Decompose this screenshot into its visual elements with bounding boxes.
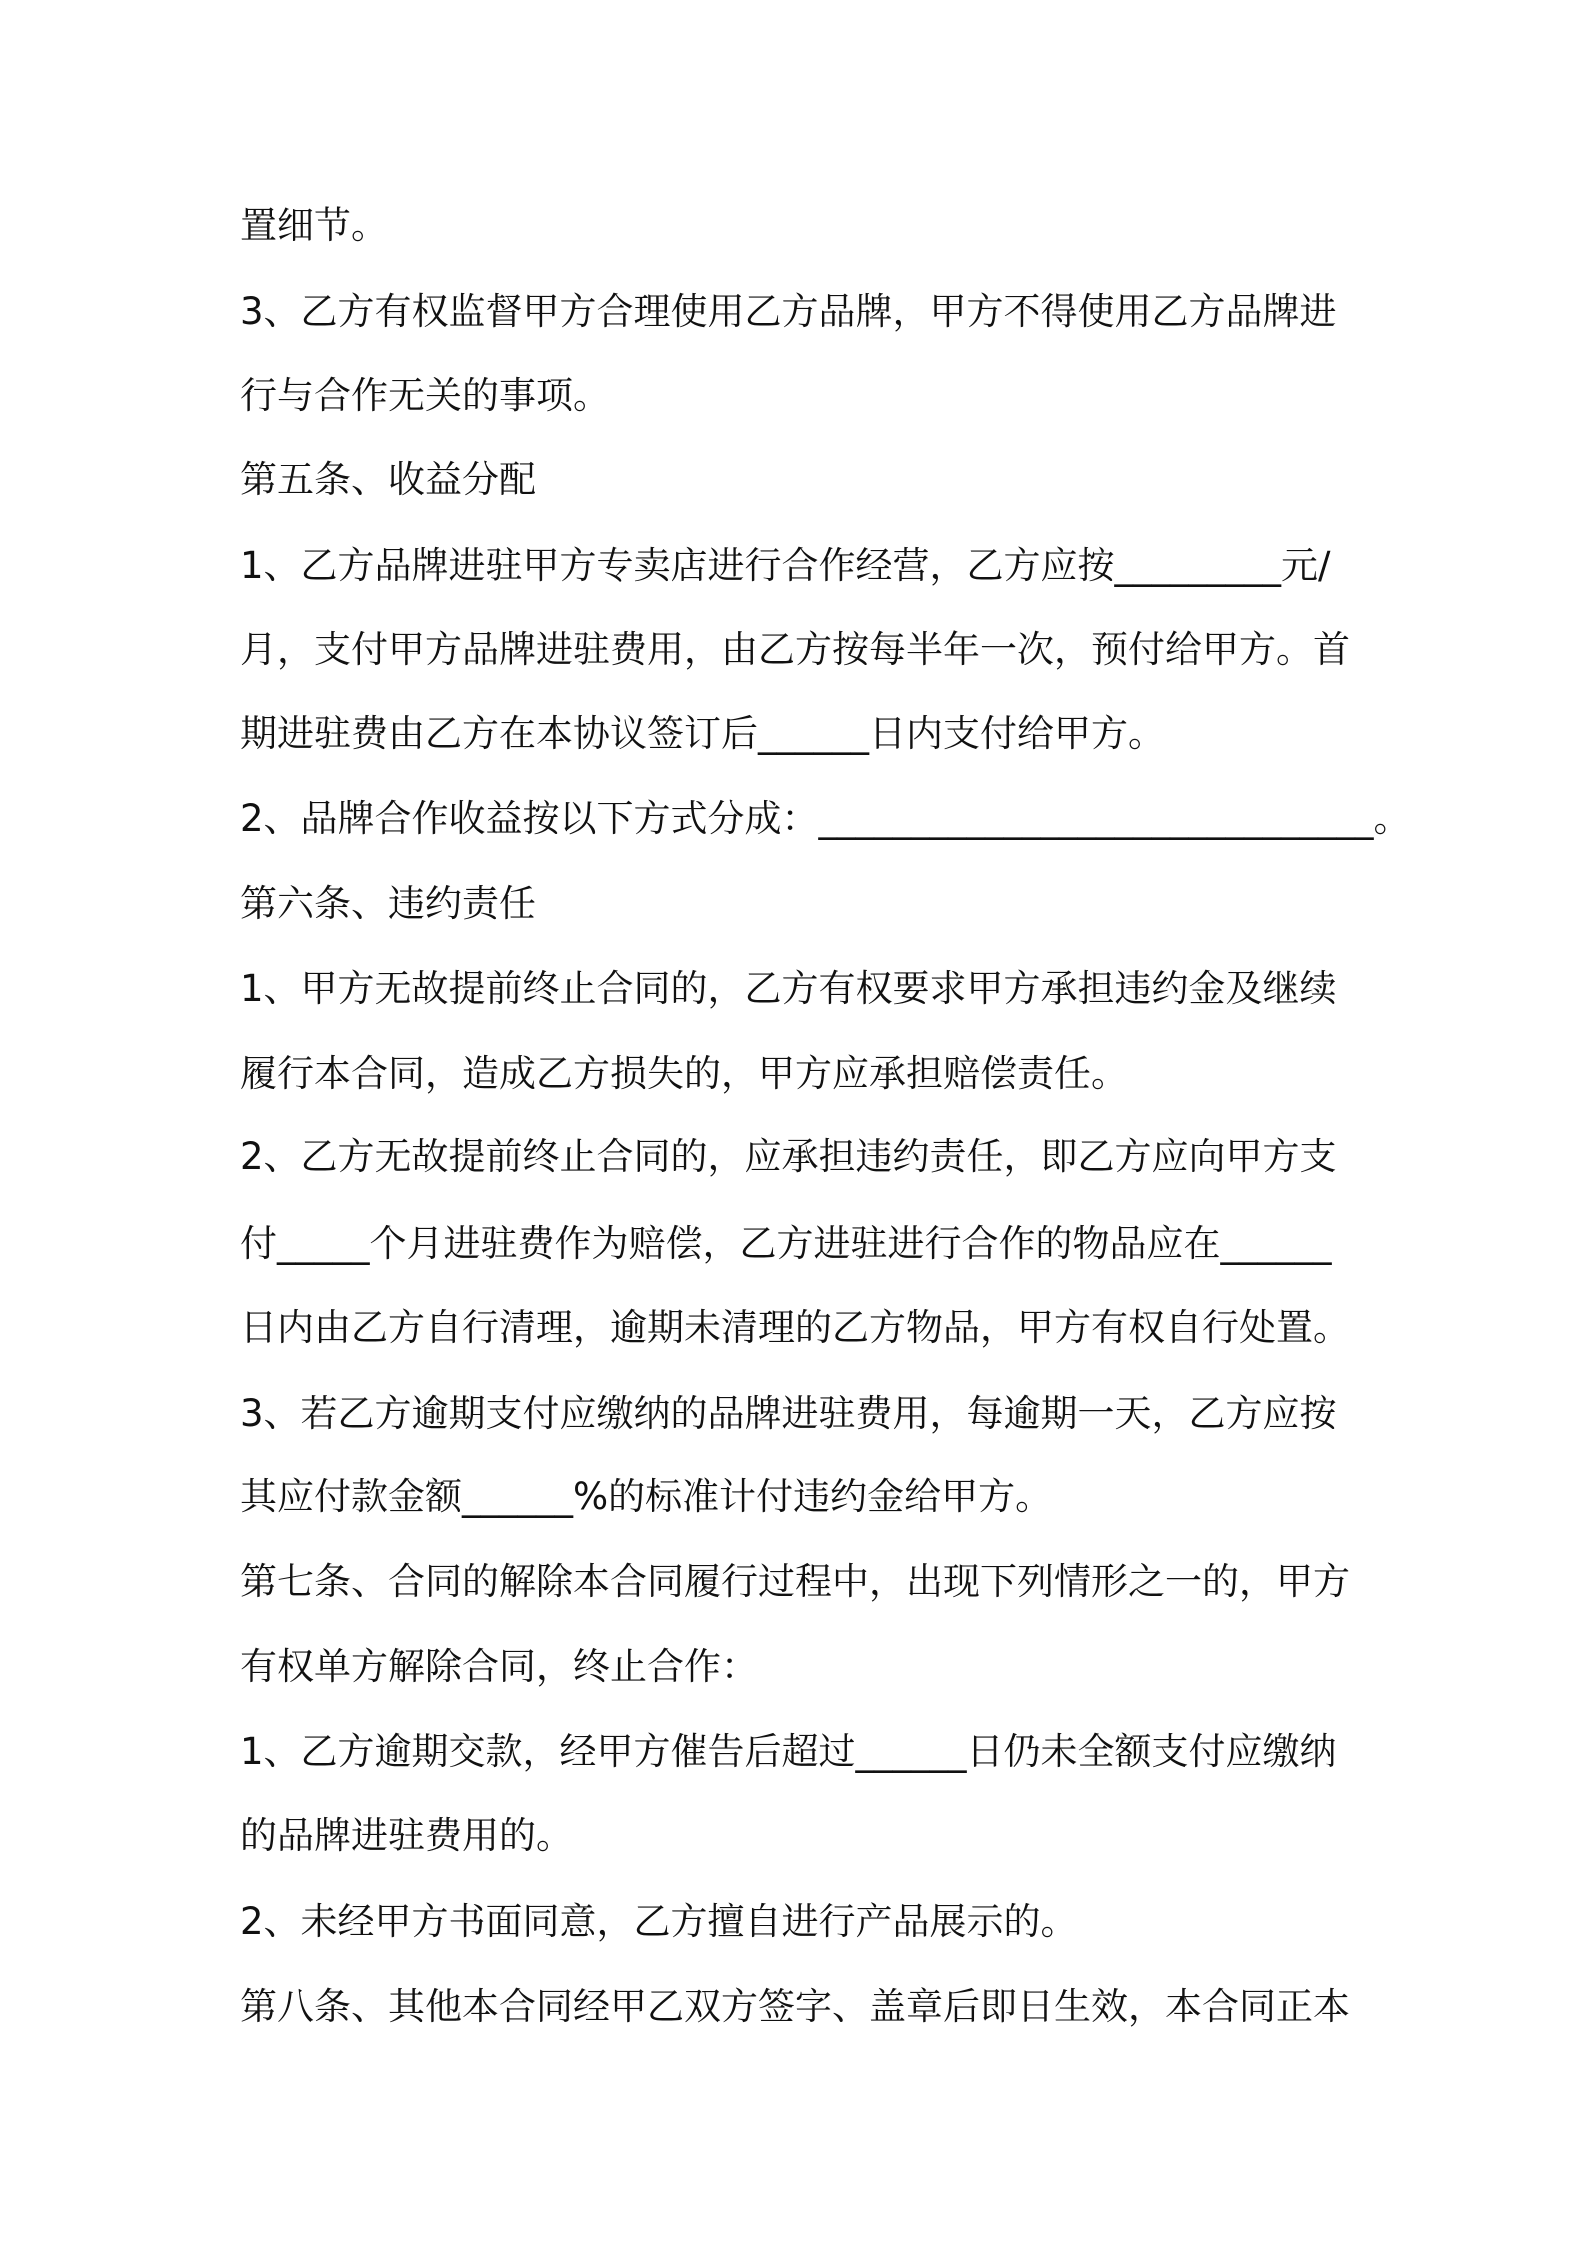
text-line: 2、乙方无故提前终止合同的，应承担违约责任，即乙方应向甲方支 [240,1135,1337,1178]
text-line: 的品牌进驻费用的。 [240,1814,573,1857]
text-line: 其应付款金额______%的标准计付违约金给甲方。 [240,1475,1053,1518]
text-line: 1、乙方品牌进驻甲方专卖店进行合作经营，乙方应按_________元/ [240,544,1331,587]
text-line: 2、品牌合作收益按以下方式分成：______________________________。 [240,797,1411,840]
text-line: 月，支付甲方品牌进驻费用，由乙方按每半年一次，预付给甲方。首 [240,628,1350,671]
text-line: 履行本合同，造成乙方损失的，甲方应承担赔偿责任。 [240,1052,1128,1095]
text-line: 行与合作无关的事项。 [240,374,610,417]
text-line: 1、乙方逾期交款，经甲方催告后超过______日仍未全额支付应缴纳 [240,1730,1337,1773]
text-line: 3、乙方有权监督甲方合理使用乙方品牌，甲方不得使用乙方品牌进 [240,290,1337,333]
section-heading: 第七条、合同的解除本合同履行过程中，出现下列情形之一的，甲方 [240,1560,1350,1603]
section-heading: 第五条、收益分配 [240,458,536,501]
text-line: 2、未经甲方书面同意，乙方擅自进行产品展示的。 [240,1900,1078,1943]
section-heading: 第八条、其他本合同经甲乙双方签字、盖章后即日生效，本合同正本 [240,1985,1350,2028]
section-heading: 第六条、违约责任 [240,882,536,925]
text-line: 付_____个月进驻费作为赔偿，乙方进驻进行合作的物品应在______ [240,1222,1332,1265]
text-line: 日内由乙方自行清理，逾期未清理的乙方物品，甲方有权自行处置。 [240,1306,1350,1349]
text-line: 置细节。 [240,204,388,247]
text-line: 3、若乙方逾期支付应缴纳的品牌进驻费用，每逾期一天，乙方应按 [240,1392,1337,1435]
text-line: 有权单方解除合同，终止合作： [240,1645,758,1688]
text-line: 1、甲方无故提前终止合同的，乙方有权要求甲方承担违约金及继续 [240,967,1337,1010]
text-line: 期进驻费由乙方在本协议签订后______日内支付给甲方。 [240,712,1165,755]
